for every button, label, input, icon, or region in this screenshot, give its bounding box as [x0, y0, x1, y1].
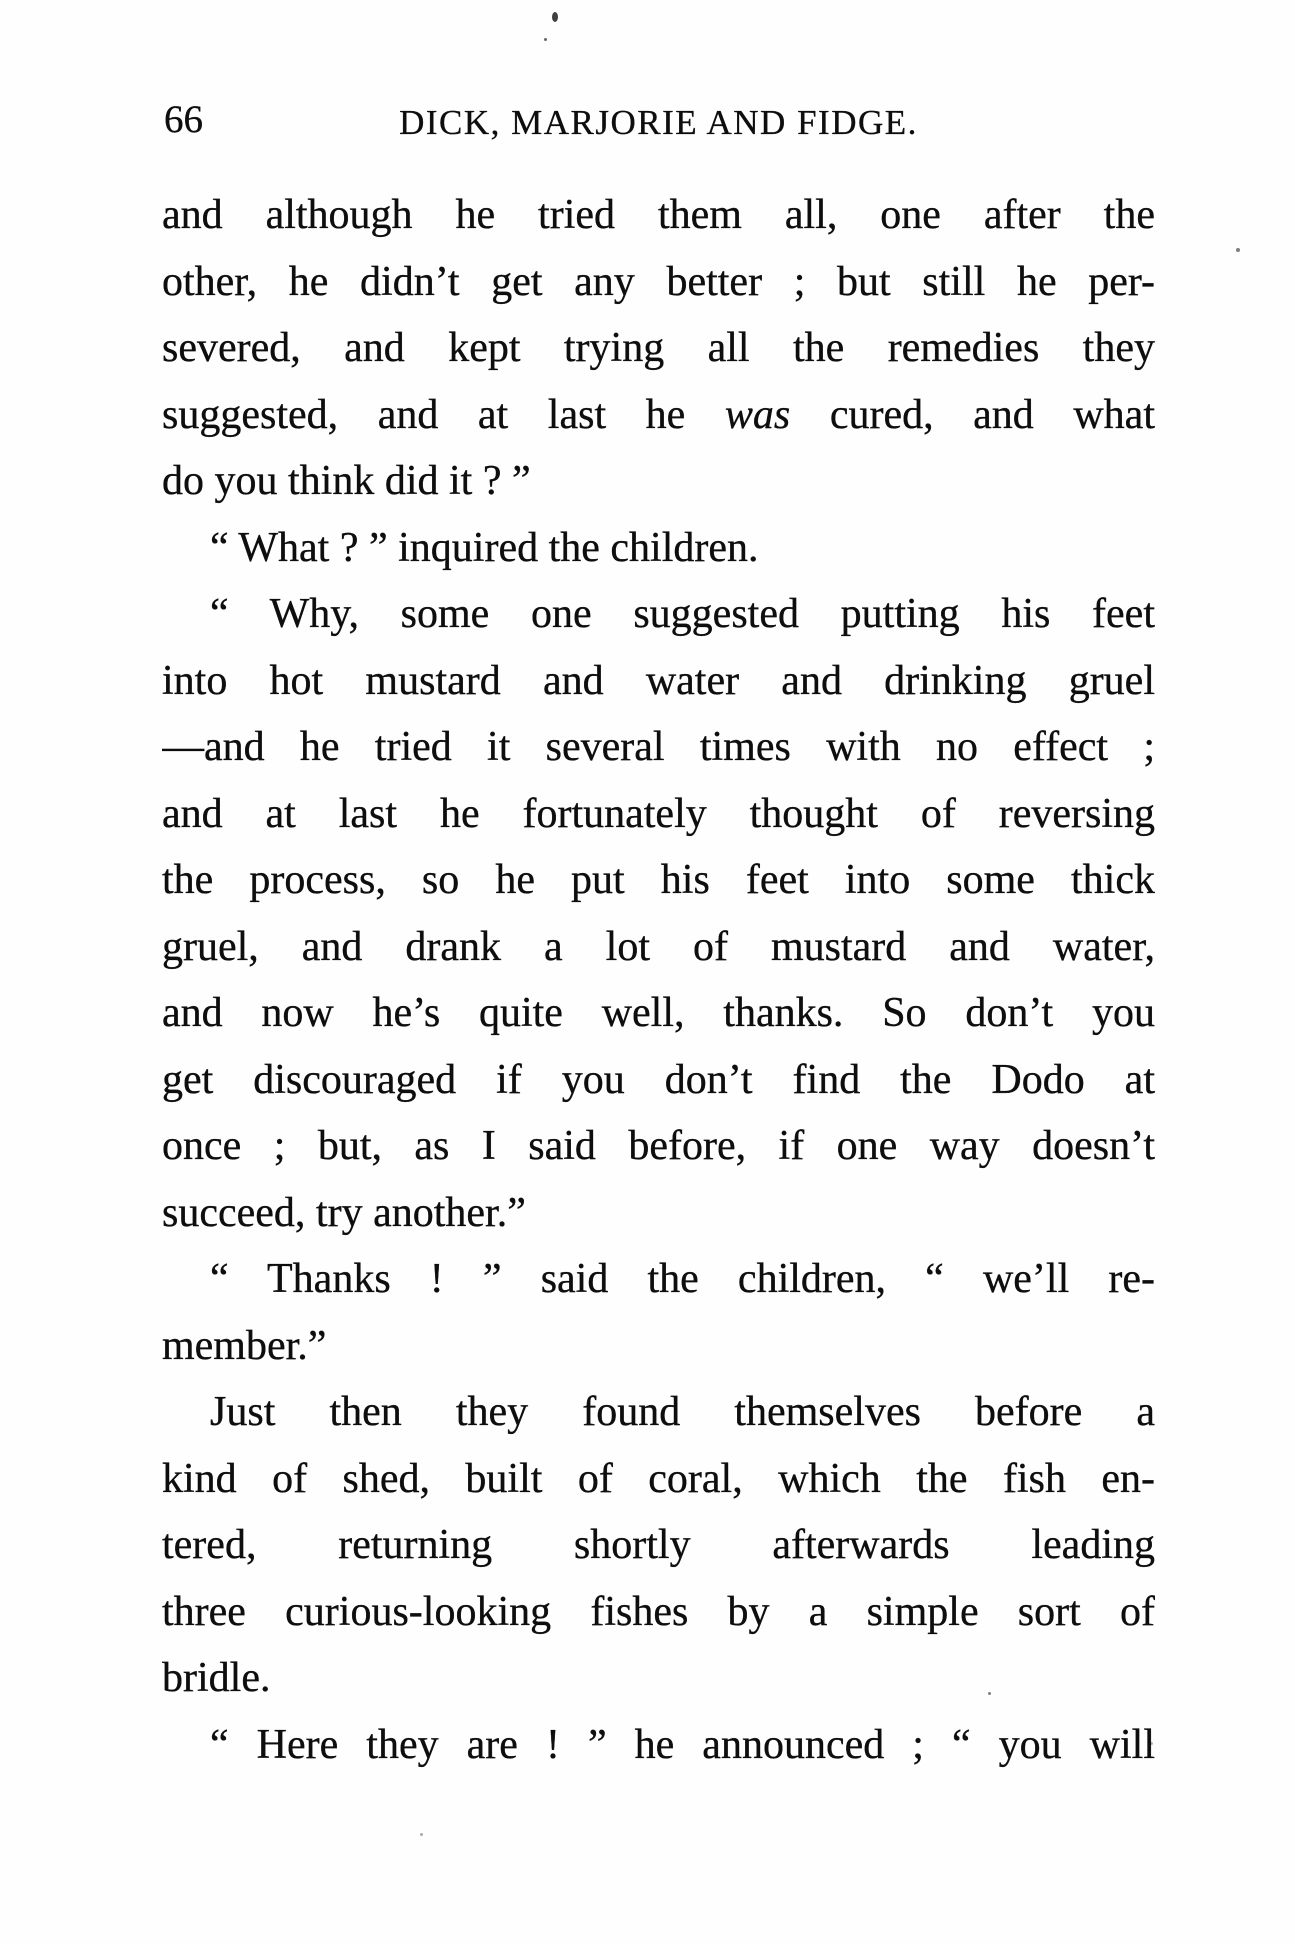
text-line: into hot mustard and water and drinking gruel — [162, 657, 1155, 704]
text-line — [162, 382, 1155, 449]
text-line: and although he tried them all, one after the — [162, 192, 1155, 238]
text-line: tered, returning shortly afterwards leading — [162, 1522, 1155, 1568]
scan-speck — [552, 12, 558, 22]
text-line: kind of shed, built of coral, which the fish en- — [162, 1455, 1155, 1502]
text-segment: suggested, and at last he — [162, 391, 725, 438]
text-line: and at last he fortunately thought of reversing — [162, 790, 1155, 837]
text-line: succeed, try another.” — [162, 1189, 526, 1236]
text-segment: cured, and what — [790, 391, 1155, 438]
text-line: severed, and kept trying all the remedies they — [162, 325, 1155, 371]
text-line: —and he tried it several times with no effect ; — [162, 724, 1155, 770]
text-line: Just then they found themselves before a — [210, 1389, 1155, 1435]
text-line: other, he didn’t get any better ; but still he per- — [162, 258, 1155, 305]
text-line: and now he’s quite well, thanks. So don’t you — [162, 990, 1155, 1036]
scan-speck — [420, 1833, 423, 1836]
text-line: get discouraged if you don’t find the Dodo at — [162, 1056, 1155, 1103]
text-line: the process, so he put his feet into some thick — [162, 857, 1155, 903]
text-line: do you think did it ? ” — [162, 458, 531, 504]
page-number: 66 — [164, 98, 203, 141]
scan-speck — [1236, 248, 1240, 252]
running-title: DICK, MARJORIE AND FIDGE. — [399, 103, 918, 142]
text-line: “ Why, some one suggested putting his feet — [210, 591, 1155, 637]
text-line: once ; but, as I said before, if one way doesn’t — [162, 1123, 1155, 1169]
text-line: “ Thanks ! ” said the children, “ we’ll re- — [210, 1256, 1155, 1302]
scan-speck — [544, 38, 547, 41]
text-line: gruel, and drank a lot of mustard and water, — [162, 923, 1155, 970]
text-line: three curious-looking fishes by a simple sort of — [162, 1588, 1155, 1635]
text-block — [162, 182, 1155, 1778]
text-line: member.” — [162, 1322, 327, 1369]
text-line: “ What ? ” inquired the children. — [210, 524, 759, 571]
text-line: “ Here they are ! ” he announced ; “ you will — [210, 1721, 1155, 1768]
italic-word: was — [724, 391, 791, 438]
text-line: bridle. — [162, 1655, 271, 1701]
